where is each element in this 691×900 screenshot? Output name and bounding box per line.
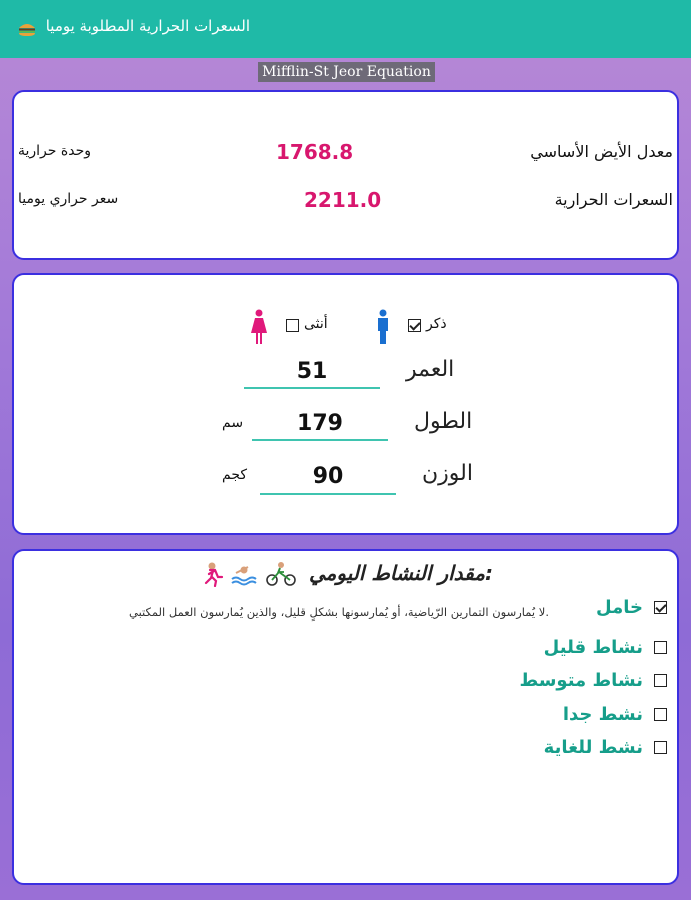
activity-checkbox-moderate[interactable] [654, 674, 667, 687]
activity-icons [200, 561, 300, 587]
weight-unit: كجم [222, 467, 248, 483]
bmr-value: 1768.8 [276, 140, 354, 164]
height-input[interactable]: 179 [297, 411, 343, 436]
height-unit: سم [222, 415, 244, 431]
male-checkbox[interactable] [408, 319, 421, 332]
app-bar [0, 0, 691, 58]
activity-checkbox-sedentary[interactable] [654, 601, 667, 614]
age-underline [244, 387, 380, 389]
activity-label-sedentary: خامل [596, 597, 643, 618]
activity-desc-sedentary: لا يُمارسون التمارين الرّياضية، أو يُمارسونها بشكلٍ قليل، والذين يُمارسون العمل المكتبي. [129, 605, 549, 619]
activity-heading: مقدار النشاط اليومي: [309, 561, 493, 585]
activity-label-very: نشط جدا [562, 704, 643, 725]
burger-icon [18, 22, 36, 36]
male-label: ذكر [426, 316, 447, 332]
bmr-label: معدل الأيض الأساسي [530, 142, 673, 161]
calories-value: 2211.0 [304, 188, 382, 212]
calories-label: السعرات الحرارية [554, 190, 673, 209]
activity-label-moderate: نشاط متوسط [519, 670, 643, 691]
height-underline [252, 439, 388, 441]
calories-unit: سعر حراري يوميا [18, 191, 119, 207]
activity-label-light: نشاط قليل [543, 637, 643, 658]
activity-checkbox-extreme[interactable] [654, 741, 667, 754]
equation-label: Mifflin-St Jeor Equation [258, 62, 435, 82]
male-icon [376, 309, 390, 345]
age-input[interactable]: 51 [296, 359, 328, 384]
bmr-unit: وحدة حرارية [18, 143, 91, 159]
weight-underline [260, 493, 396, 495]
weight-label: الوزن [422, 461, 473, 486]
female-icon [249, 309, 269, 345]
female-label: أنثى [304, 316, 328, 332]
weight-input[interactable]: 90 [312, 464, 344, 489]
age-label: العمر [406, 357, 455, 382]
app-title: السعرات الحرارية المطلوبة يوميا [45, 17, 250, 35]
activity-checkbox-light[interactable] [654, 641, 667, 654]
height-label: الطول [414, 409, 473, 434]
results-card [12, 90, 679, 260]
activity-label-extreme: نشط للغاية [543, 737, 643, 758]
activity-checkbox-very[interactable] [654, 708, 667, 721]
inputs-card [12, 273, 679, 535]
female-checkbox[interactable] [286, 319, 299, 332]
activity-card [12, 549, 679, 885]
